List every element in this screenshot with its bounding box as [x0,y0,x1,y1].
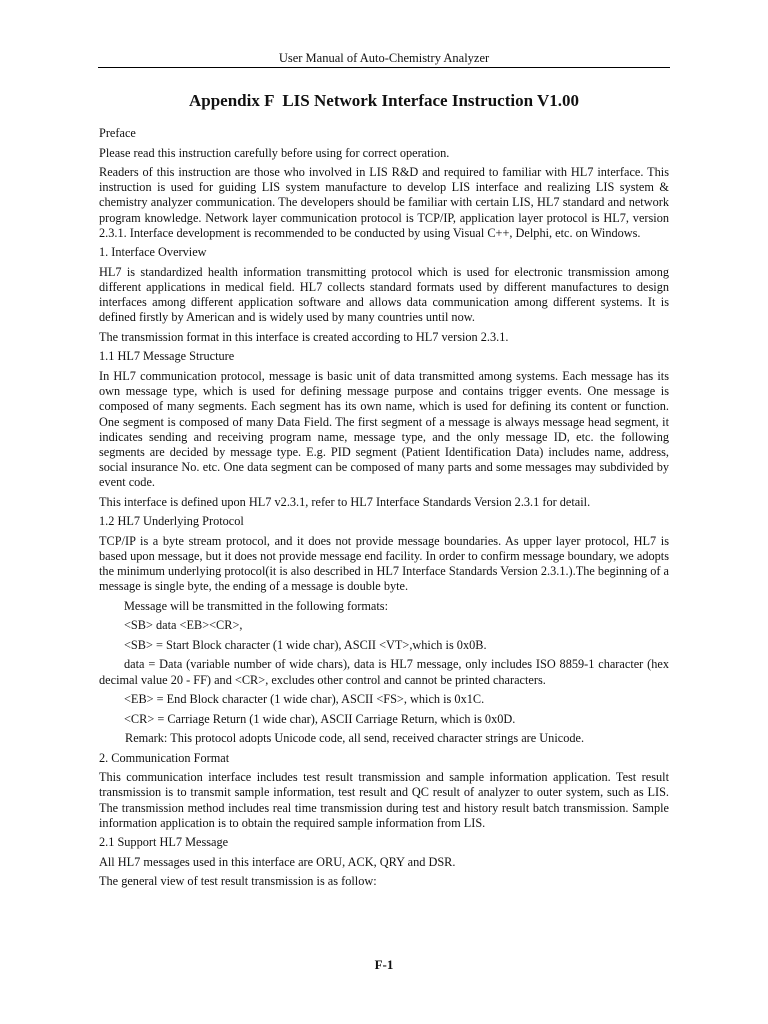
remark-line: Remark: This protocol adopts Unicode code, all send, received character strings are Unicode. [125,731,585,746]
section-heading: 2.1 Support HL7 Message [99,835,229,850]
page-title: Appendix F LIS Network Interface Instruction V1.00 [188,91,580,110]
body-paragraph: The general view of test result transmission is as follow: [99,874,377,889]
body-paragraph: The transmission format in this interface is created according to HL7 version 2.3.1. [99,329,509,344]
body-paragraph: All HL7 messages used in this interface are ORU, ACK, QRY and DSR. [99,854,456,869]
body-paragraph: TCP/IP is a byte stream protocol, and it does not provide message boundaries. As upper layer protocol, HL7 is based upon message, but it does not provide message end facility. In order to confirm message boundary, we adopts the minimum underlying protocol(it is also described in HL7 Interface Standards Version 2.3.1.).The beginning of a message is single byte, the ending of a message is double byte. [99,533,669,594]
format-line: <SB> data <EB><CR>, [124,618,243,633]
format-line: <EB> = End Block character (1 wide char), ASCII <FS>, which is 0x1C. [124,692,485,707]
running-header: User Manual of Auto-Chemistry Analyzer [278,51,490,65]
document-body [99,126,669,894]
format-line: data = Data (variable number of wide chars), data is HL7 message, only includes ISO 8859-1 character (hex decimal value 20 - FF) and <CR>, excludes other control and cannot be printed characters. [99,657,669,687]
body-paragraph: In HL7 communication protocol, message is basic unit of data transmitted among systems. Each message has its own message type, which is used for defining message purpose and contains trigger events. One message is composed of many segments. Each segment has its own name, which is used for defining its content or function. One segment is composed of many Data Field. The first segment of a message is always message head segment, it indicates sending and receiving program name, message type, and the only message ID, etc. the following segments are decided by message type. E.g. PID segment (Patient Identification Data) includes name, address, social insurance No. etc. One data segment can be composed of many parts and some messages may subdivided by event code. [99,368,669,490]
section-heading: 1. Interface Overview [99,245,207,260]
format-line: <CR> = Carriage Return (1 wide char), ASCII Carriage Return, which is 0x0D. [124,711,516,726]
body-paragraph: This communication interface includes test result transmission and sample information application. Test result transmission is to transmit sample information, test result and QC result of analyzer to outer system, such as LIS. The transmission method includes real time transmission during test and history result batch transmission. Sample information application is to obtain the required sample information from LIS. [99,770,669,830]
body-paragraph: Please read this instruction carefully before using for correct operation. [99,145,450,160]
section-heading: 2. Communication Format [99,750,230,765]
page-number: F-1 [374,957,394,972]
section-heading: 1.1 HL7 Message Structure [99,349,235,364]
header-divider [98,67,670,68]
format-line: Message will be transmitted in the following formats: [124,598,388,613]
body-paragraph: This interface is defined upon HL7 v2.3.1, refer to HL7 Interface Standards Version 2.3.1 for detail. [99,494,591,509]
body-paragraph: HL7 is standardized health information transmitting protocol which is used for electronic transmission among different applications in medical field. HL7 collects standard formats used by different manufactures to design interfaces among different application software and allows data communication among different systems. It is defined firstly by American and is widely used by many countries until now. [99,264,669,325]
section-heading: 1.2 HL7 Underlying Protocol [99,514,244,529]
body-paragraph: Readers of this instruction are those who involved in LIS R&D and required to familiar with HL7 interface. This instruction is used for guiding LIS system manufacture to develop LIS interface and realizing LIS system & chemistry analyzer communication. The developers should be familiar with certain LIS, HL7 standard and network program knowledge. Network layer communication protocol is TCP/IP, application layer protocol is HL7, version 2.3.1. Interface development is recommended to be conducted by using Visual C++, Delphi, etc. on Windows. [99,165,669,240]
section-heading-preface: Preface [99,126,136,140]
format-line: <SB> = Start Block character (1 wide char), ASCII <VT>,which is 0x0B. [124,637,487,652]
